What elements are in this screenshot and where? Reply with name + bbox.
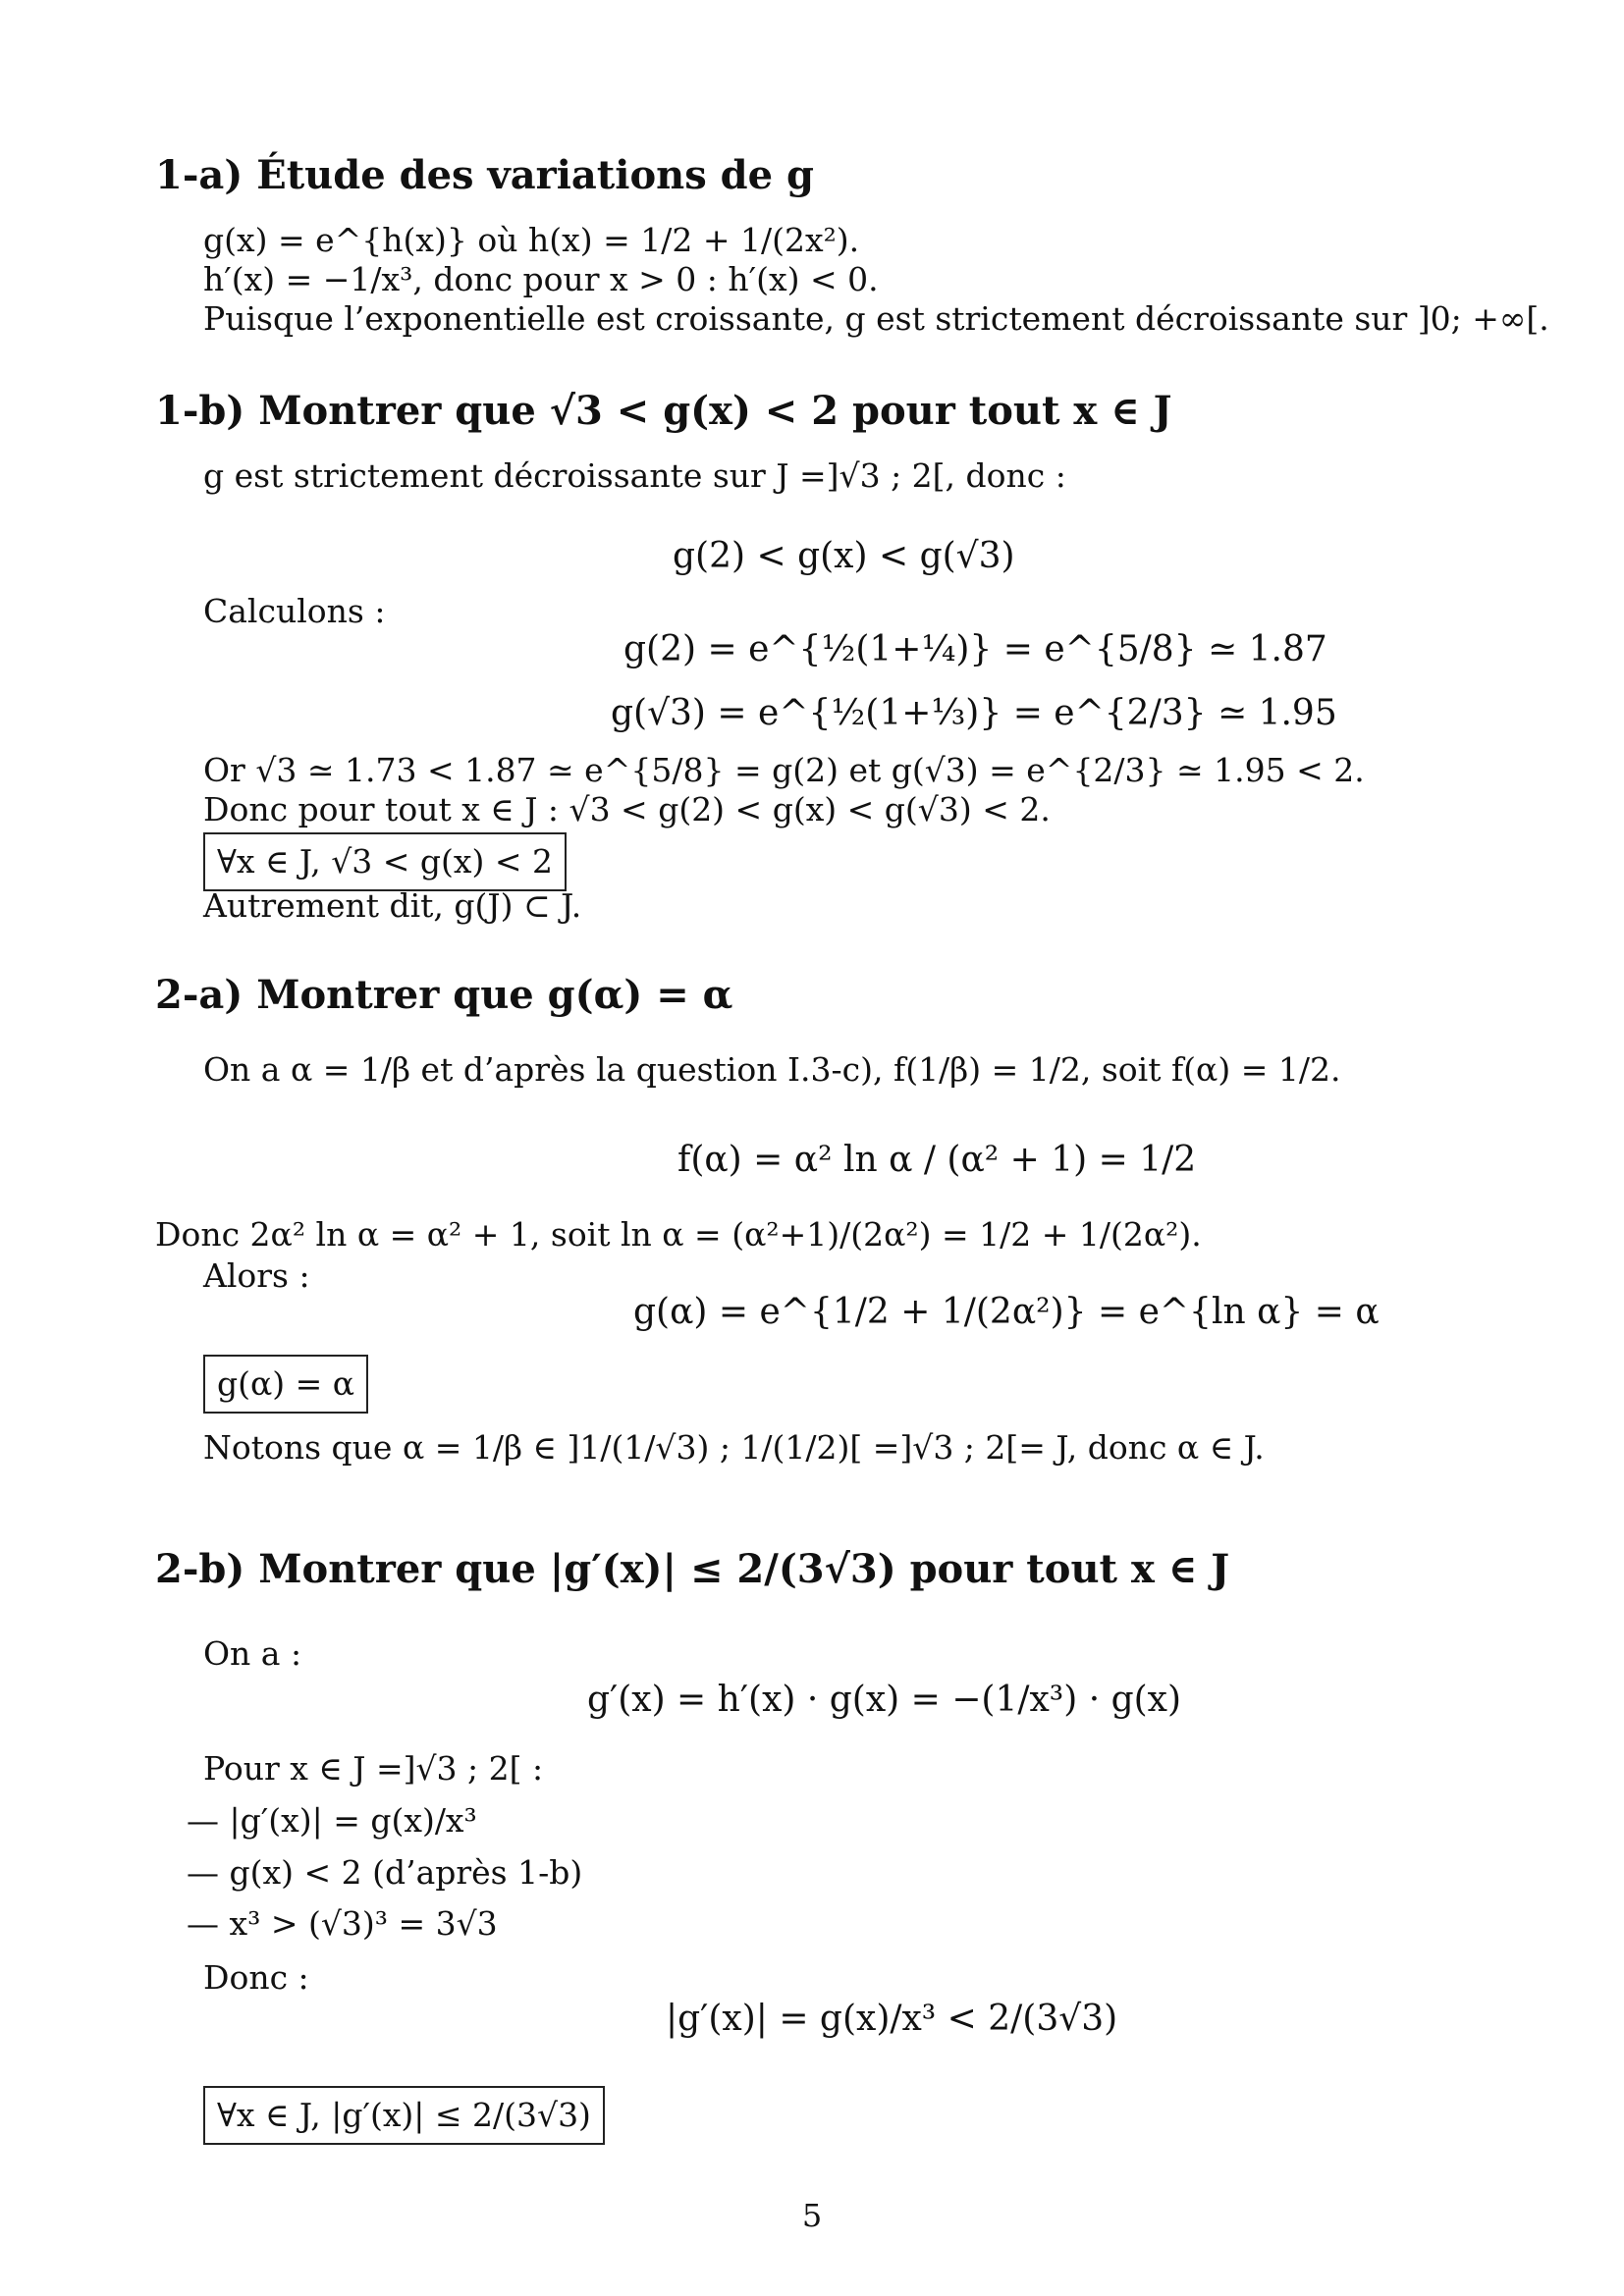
line-2b-on-a: On a : (203, 1634, 302, 1673)
line-1b-donc: Donc pour tout x ∈ J : √3 < g(2) < g(x) < g(√3) < 2. (203, 790, 1051, 828)
display-1b-calc-g2: g(2) = e^{½(1+¼)} = e^{5/8} ≃ 1.87 (623, 629, 1327, 669)
display-1b-calc-gsqrt3: g(√3) = e^{½(1+⅓)} = e^{2/3} ≃ 1.95 (611, 693, 1337, 733)
heading-2b: 2-b) Montrer que |g′(x)| ≤ 2/(3√3) pour tout x ∈ J (155, 1546, 1230, 1592)
line-1a-2: h′(x) = −1/x³, donc pour x > 0 : h′(x) < 0. (203, 260, 879, 298)
bullet-2b-3: — x³ > (√3)³ = 3√3 (187, 1904, 498, 1943)
line-2b-donc: Donc : (203, 1958, 309, 1997)
heading-2a: 2-a) Montrer que g(α) = α (155, 972, 733, 1018)
line-1a-1: g(x) = e^{h(x)} où h(x) = 1/2 + 1/(2x²). (203, 221, 860, 259)
boxed-result-1b: ∀x ∈ J, √3 < g(x) < 2 (203, 832, 567, 891)
bullet-2b-1: — |g′(x)| = g(x)/x³ (187, 1801, 477, 1840)
line-2a-1: On a α = 1/β et d’après la question I.3-c), f(1/β) = 1/2, soit f(α) = 1/2. (203, 1050, 1341, 1089)
line-1a-3: Puisque l’exponentielle est croissante, g est strictement décroissante sur ]0; +∞[. (203, 299, 1549, 338)
line-2b-pour: Pour x ∈ J =]√3 ; 2[ : (203, 1749, 544, 1788)
display-2b-derivative: g′(x) = h′(x) · g(x) = −(1/x³) · g(x) (587, 1680, 1182, 1720)
boxed-result-2b: ∀x ∈ J, |g′(x)| ≤ 2/(3√3) (203, 2086, 605, 2145)
line-1b-calculons: Calculons : (203, 592, 386, 630)
bullet-2b-2: — g(x) < 2 (d’après 1-b) (187, 1853, 583, 1892)
display-2a-g-alpha: g(α) = e^{1/2 + 1/(2α²)} = e^{ln α} = α (633, 1292, 1380, 1332)
line-2a-alors: Alors : (203, 1256, 310, 1295)
display-1b-inequality: g(2) < g(x) < g(√3) (673, 536, 1015, 576)
line-1b-intro: g est strictement décroissante sur J =]√3 ; 2[, donc : (203, 456, 1066, 495)
line-2a-donc: Donc 2α² ln α = α² + 1, soit ln α = (α²+1)/(2α²) = 1/2 + 1/(2α²). (155, 1215, 1202, 1254)
line-1b-or: Or √3 ≃ 1.73 < 1.87 ≃ e^{5/8} = g(2) et g(√3) = e^{2/3} ≃ 1.95 < 2. (203, 751, 1365, 789)
line-2a-notons: Notons que α = 1/β ∈ ]1/(1/√3) ; 1/(1/2)[ =]√3 ; 2[= J, donc α ∈ J. (203, 1428, 1265, 1467)
heading-1b: 1-b) Montrer que √3 < g(x) < 2 pour tout x ∈ J (155, 388, 1172, 434)
display-2b-bound: |g′(x)| = g(x)/x³ < 2/(3√3) (666, 1999, 1118, 2039)
line-1b-autrement: Autrement dit, g(J) ⊂ J. (203, 886, 582, 925)
boxed-result-2a: g(α) = α (203, 1355, 368, 1414)
display-2a-f-alpha: f(α) = α² ln α / (α² + 1) = 1/2 (677, 1140, 1197, 1180)
page-number: 5 (801, 2197, 823, 2234)
heading-1a: 1-a) Étude des variations de g (155, 152, 814, 198)
